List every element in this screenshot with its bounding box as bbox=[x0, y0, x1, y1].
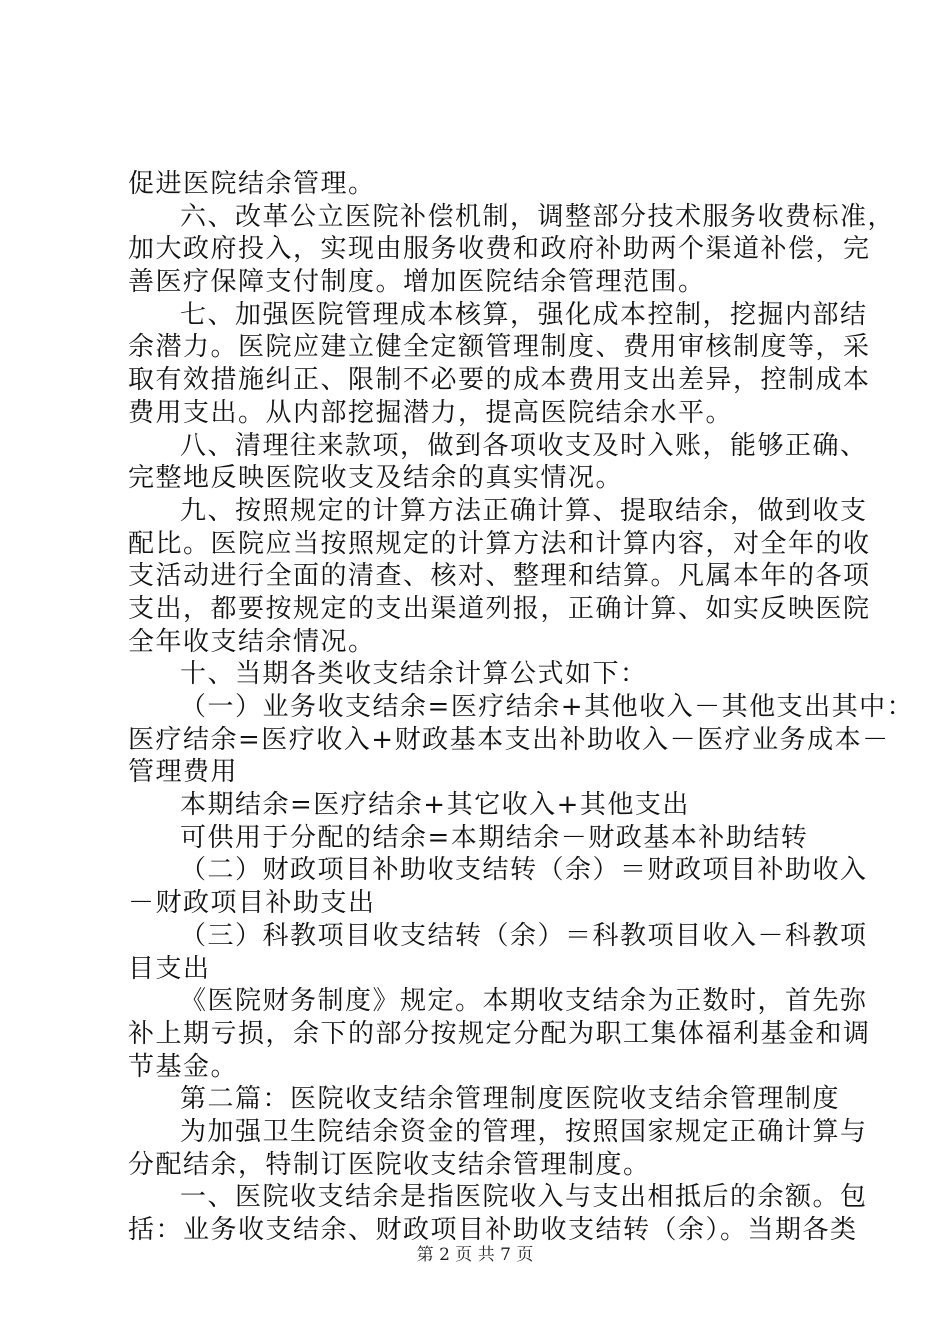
text-line: 《医院财务制度》规定。本期收支结余为正数时，首先弥 bbox=[180, 986, 868, 1017]
text-line: 补上期亏损，余下的部分按规定分配为职工集体福利基金和调 bbox=[128, 1018, 871, 1049]
text-line: 可供用于分配的结余=本期结余－财政基本补助结转 bbox=[180, 822, 809, 853]
text-line: （三）科教项目收支结转（余）＝科教项目收入－科教项 bbox=[180, 920, 868, 951]
text-line: 促进医院结余管理。 bbox=[128, 169, 376, 199]
text-line: －财政项目补助支出 bbox=[128, 888, 376, 919]
text-line: 善医疗保障支付制度。增加医院结余管理范围。 bbox=[128, 267, 706, 298]
text-line: 余潜力。医院应建立健全定额管理制度、费用审核制度等，采 bbox=[128, 332, 871, 363]
text-line: （二）财政项目补助收支结转（余）＝财政项目补助收入 bbox=[180, 855, 868, 886]
text-line: （一）业务收支结余=医疗结余+其他收入－其他支出其中： bbox=[180, 692, 915, 722]
text-line: 九、按照规定的计算方法正确计算、提取结余，做到收支 bbox=[180, 495, 868, 526]
text-line: 八、清理往来款项，做到各项收支及时入账，能够正确、 bbox=[180, 430, 868, 461]
text-line: 加大政府投入，实现由服务收费和政府补助两个渠道补偿，完 bbox=[128, 234, 871, 265]
text-line: 第二篇：医院收支结余管理制度医院收支结余管理制度 bbox=[180, 1084, 841, 1115]
text-line: 费用支出。从内部挖掘潜力，提高医院结余水平。 bbox=[128, 397, 734, 428]
text-line: 支活动进行全面的清查、核对、整理和结算。凡属本年的各项 bbox=[128, 561, 871, 592]
page-footer: 第 2 页 共 7 页 bbox=[416, 1245, 534, 1265]
text-line: 分配结余，特制订医院收支结余管理制度。 bbox=[128, 1149, 651, 1180]
text-line: 目支出 bbox=[128, 953, 211, 984]
text-line: 七、加强医院管理成本核算，强化成本控制，挖掘内部结 bbox=[180, 299, 868, 330]
text-line: 节基金。 bbox=[128, 1051, 239, 1082]
text-line: 医疗结余=医疗收入+财政基本支出补助收入－医疗业务成本－ bbox=[128, 724, 890, 755]
text-line: 括：业务收支结余、财政项目补助收支结转（余）。当期各类 bbox=[128, 1215, 858, 1245]
text-line: 完整地反映医院收支及结余的真实情况。 bbox=[128, 463, 624, 494]
text-line: 十、当期各类收支结余计算公式如下： bbox=[180, 659, 648, 690]
text-line: 支出，都要按规定的支出渠道列报，正确计算、如实反映医院 bbox=[128, 593, 871, 624]
text-line: 一、医院收支结余是指医院收入与支出相抵后的余额。包 bbox=[180, 1182, 868, 1213]
document-body bbox=[128, 168, 915, 1247]
text-line: 取有效措施纠正、限制不必要的成本费用支出差异，控制成本 bbox=[128, 365, 871, 396]
text-line: 六、改革公立医院补偿机制，调整部分技术服务收费标准， bbox=[180, 201, 896, 232]
text-line: 本期结余=医疗结余+其它收入+其他支出 bbox=[180, 790, 690, 821]
text-line: 全年收支结余情况。 bbox=[128, 626, 376, 657]
text-line: 为加强卫生院结余资金的管理，按照国家规定正确计算与 bbox=[180, 1116, 868, 1147]
text-line: 配比。医院应当按照规定的计算方法和计算内容，对全年的收 bbox=[128, 528, 871, 559]
text-line: 管理费用 bbox=[128, 757, 239, 788]
